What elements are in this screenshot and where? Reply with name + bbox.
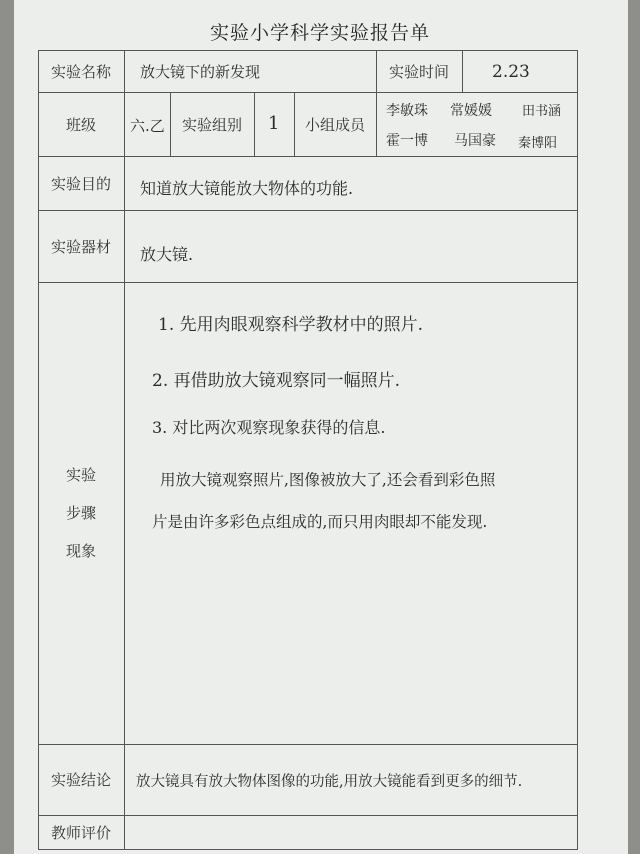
experiment-name-value: 放大镜下的新发现 [140, 63, 261, 81]
conclusion-label: 实验结论 [50, 771, 111, 789]
report-title: 实验小学科学实验报告单 [209, 22, 430, 44]
step-item: 2. 再借助放大镜观察同一幅照片. [152, 371, 401, 391]
experiment-name-label: 实验名称 [50, 62, 111, 81]
group-label: 实验组别 [181, 115, 242, 134]
member-name: 常媛媛 [450, 103, 492, 119]
member-name: 马国豪 [454, 133, 496, 149]
class-value: 六.乙 [130, 117, 165, 135]
class-label: 班级 [65, 115, 96, 134]
member-name: 李敏珠 [386, 103, 428, 119]
phenomenon-line: 片是由许多彩色点组成的,而只用肉眼却不能发现. [152, 513, 488, 531]
steps-label [38, 282, 124, 744]
conclusion-value: 放大镜具有放大物体图像的功能,用放大镜能看到更多的细节. [136, 774, 523, 790]
steps-label-line: 步骤 [65, 504, 96, 522]
experiment-time-value: 2.23 [492, 62, 530, 82]
member-name: 田书涵 [522, 104, 562, 119]
steps-label-line: 实验 [65, 466, 96, 484]
group-value: 1 [268, 113, 280, 134]
members-label: 小组成员 [304, 115, 365, 134]
col-divider [462, 50, 463, 92]
step-item: 3. 对比两次观察现象获得的信息. [152, 418, 386, 437]
phenomenon-line: 用放大镜观察照片,图像被放大了,还会看到彩色照 [160, 471, 496, 489]
col-divider [254, 92, 255, 156]
purpose-value: 知道放大镜能放大物体的功能. [140, 179, 354, 198]
equipment-label: 实验器材 [50, 237, 111, 256]
purpose-label: 实验目的 [50, 174, 111, 193]
experiment-time-label: 实验时间 [388, 62, 449, 81]
equipment-value: 放大镜. [140, 245, 194, 264]
col-divider [376, 92, 377, 156]
step-item: 1. 先用肉眼观察科学教材中的照片. [158, 315, 424, 335]
col-divider [124, 50, 125, 850]
member-name: 秦博阳 [518, 136, 558, 151]
steps-label-line: 现象 [65, 542, 96, 560]
teacher-evaluation-label: 教师评价 [50, 824, 111, 842]
member-name: 霍一博 [386, 133, 428, 149]
